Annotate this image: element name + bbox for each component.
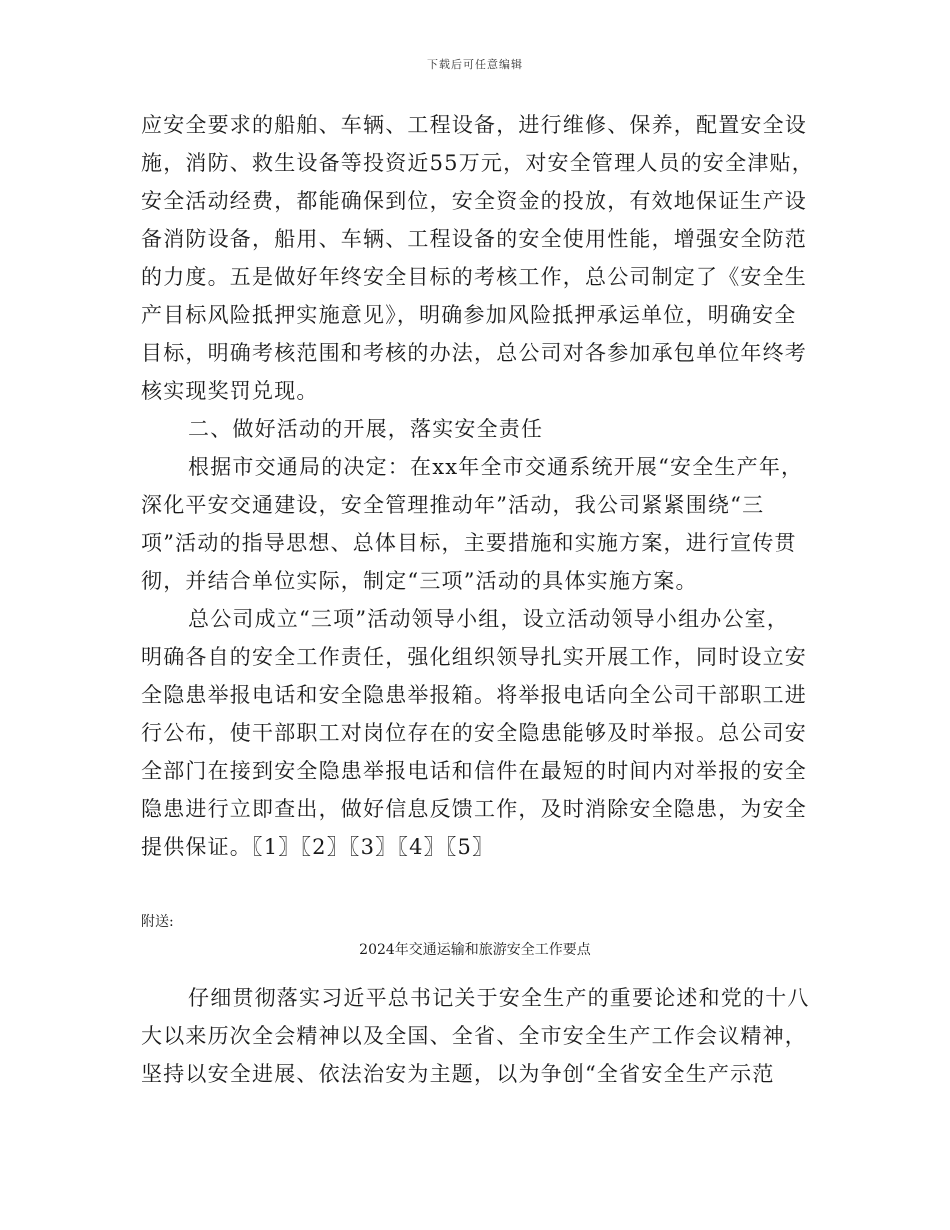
body-line: 目标，明确考核范围和考核的办法，总公司对各参加承包单位年终考 xyxy=(141,341,807,365)
body-line: 产目标风险抵押实施意见》，明确参加风险抵押承运单位，明确安全 xyxy=(141,303,797,327)
body-line: 全隐患举报电话和安全隐患举报箱。将举报电话向全公司干部职工进 xyxy=(141,683,807,707)
appendix-line: 坚持以安全进展、依法治安为主题，以为争创“全省安全生产示范 xyxy=(141,1062,775,1086)
body-line: 核实现奖罚兑现。 xyxy=(141,379,319,403)
body-line: 安全活动经费，都能确保到位，安全资金的投放，有效地保证生产设 xyxy=(141,189,807,213)
page-header: 下载后可任意编辑 xyxy=(427,58,523,71)
body-line: 施，消防、救生设备等投资近55万元，对安全管理人员的安全津贴， xyxy=(141,151,814,175)
body-line: 彻，并结合单位实际，制定“三项”活动的具体实施方案。 xyxy=(141,569,698,593)
appendix-title: 2024年交通运输和旅游安全工作要点 xyxy=(359,942,591,958)
body-line: 的力度。五是做好年终安全目标的考核工作，总公司制定了《安全生 xyxy=(141,265,807,289)
body-line: 提供保证。〖1〗〖2〗〖3〗〖4〗〖5〗 xyxy=(141,835,495,859)
body-line: 隐患进行立即查出，做好信息反馈工作，及时消除安全隐患，为安全 xyxy=(141,797,807,821)
body-line: 全部门在接到安全隐患举报电话和信件在最短的时间内对举报的安全 xyxy=(141,759,807,783)
appendix-label: 附送: xyxy=(141,914,174,930)
section-heading: 二、做好活动的开展，落实安全责任 xyxy=(188,417,544,441)
appendix-line: 大以来历次全会精神以及全国、全省、全市安全生产工作会议精神， xyxy=(141,1024,807,1048)
body-line: 深化平安交通建设，安全管理推动年”活动，我公司紧紧围绕“三 xyxy=(141,493,765,517)
body-line: 根据市交通局的决定：在xx年全市交通系统开展“安全生产年， xyxy=(188,455,804,479)
body-line: 明确各自的安全工作责任，强化组织领导扎实开展工作，同时设立安 xyxy=(141,645,807,669)
body-line: 总公司成立“三项”活动领导小组，设立活动领导小组办公室， xyxy=(188,607,790,631)
body-line: 项”活动的指导思想、总体目标，主要措施和实施方案，进行宣传贯 xyxy=(141,531,797,555)
body-line: 行公布，使干部职工对岗位存在的安全隐患能够及时举报。总公司安 xyxy=(141,721,807,745)
body-line: 备消防设备，船用、车辆、工程设备的安全使用性能，增强安全防范 xyxy=(141,227,807,251)
appendix-line: 仔细贯彻落实习近平总书记关于安全生产的重要论述和党的十八 xyxy=(188,986,810,1010)
body-line: 应安全要求的船舶、车辆、工程设备，进行维修、保养，配置安全设 xyxy=(141,113,807,137)
